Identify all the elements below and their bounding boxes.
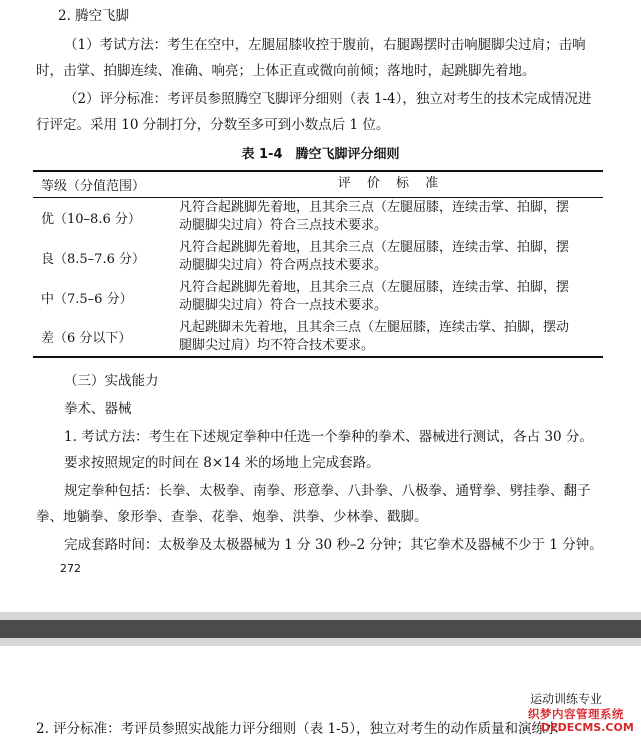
watermark-domain: DEDECMS.COM [541, 721, 634, 734]
grade-cell: 差（6 分以下） [41, 331, 132, 346]
header-criteria: 评 价 标 准 [337, 176, 445, 192]
paragraph-method-line2: 时，击掌、拍脚连续、准确、响亮；上体正直或微向前倾；落地时，起跳脚先着地。 [36, 63, 536, 79]
paragraph-scoring-line1: （2）评分标准：考评员参照腾空飞脚评分细则（表 1-4），独立对考生的技术完成情况进 [64, 91, 592, 107]
criteria-line: 动腿脚尖过肩）符合两点技术要求。 [179, 258, 388, 273]
page-gap [0, 612, 641, 620]
grade-cell: 优（10–8.6 分） [41, 211, 141, 227]
next-page-text-line: 2. 评分标准：考评员参照实战能力评分细则（表 1-5），独立对考生的动作质量和演练水 [36, 721, 559, 737]
criteria-line: 动腿脚尖过肩）符合一点技术要求。 [179, 298, 388, 313]
table-row [33, 317, 603, 357]
table-caption: 表 1-4 腾空飞脚评分细则 [241, 147, 400, 162]
running-header: 运动训练专业 [530, 692, 603, 706]
criteria-line: 动腿脚尖过肩）符合三点技术要求。 [179, 218, 388, 234]
table-row [33, 237, 603, 277]
paragraph-scoring-line2: 行评定。采用 10 分制打分，分数至多可到小数点后 1 位。 [36, 117, 390, 133]
criteria-line: 凡符合起跳脚先着地，且其余三点（左腿屈膝，连续击掌、拍脚，摆 [179, 280, 570, 295]
page-separator-bar [0, 620, 641, 638]
section3-subtitle: 拳术、器械 [64, 401, 132, 417]
watermark-text: 织梦内容管理系统 [528, 707, 624, 721]
section-title: 2. 腾空飞脚 [58, 8, 130, 24]
routine-time-line: 完成套路时间：太极拳及太极器械为 1 分 30 秒–2 分钟；其它拳术及器械不少于 1 分钟。 [64, 537, 603, 553]
grade-cell: 良（8.5–7.6 分） [41, 251, 145, 267]
paragraph-method-line1: （1）考试方法：考生在空中，左腿屈膝收控于腹前，右腿踢摆时击响腿脚尖过肩；击响 [64, 37, 586, 53]
page-gap [0, 638, 641, 646]
criteria-line: 凡符合起跳脚先着地，且其余三点（左腿屈膝，连续击掌、拍脚，摆 [179, 200, 570, 216]
styles-list-line2: 拳、地躺拳、象形拳、查拳、花拳、炮拳、洪拳、少林拳、戳脚。 [36, 509, 428, 525]
criteria-line: 腿脚尖过肩）均不符合技术要求。 [179, 337, 375, 353]
criteria-cell [169, 277, 603, 317]
styles-list-line1: 规定拳种包括：长拳、太极拳、南拳、形意拳、八卦拳、八极拳、通臂拳、劈挂拳、翻子 [64, 483, 591, 499]
header-grade: 等级（分值范围） [41, 178, 146, 194]
table-header-row [33, 171, 603, 197]
table-row [33, 197, 603, 237]
exam-method-line2: 要求按照规定的时间在 8×14 米的场地上完成套路。 [64, 455, 380, 471]
grade-cell: 中（7.5–6 分） [41, 291, 133, 307]
table-row [33, 277, 603, 317]
exam-method-line1: 1. 考试方法：考生在下述规定拳种中任选一个拳种的拳术、器械进行测试，各占 30 分。 [64, 429, 593, 445]
criteria-cell [169, 317, 603, 357]
criteria-cell [169, 237, 603, 277]
criteria-line: 凡起跳脚未先着地，且其余三点（左腿屈膝，连续击掌、拍脚，摆动 [179, 319, 570, 335]
criteria-line: 凡符合起跳脚先着地，且其余三点（左腿屈膝，连续击掌、拍脚，摆 [179, 240, 570, 255]
criteria-cell [169, 197, 603, 237]
section3-title: （三）实战能力 [64, 373, 159, 389]
scoring-table [33, 170, 603, 358]
page-number: 272 [60, 562, 81, 575]
